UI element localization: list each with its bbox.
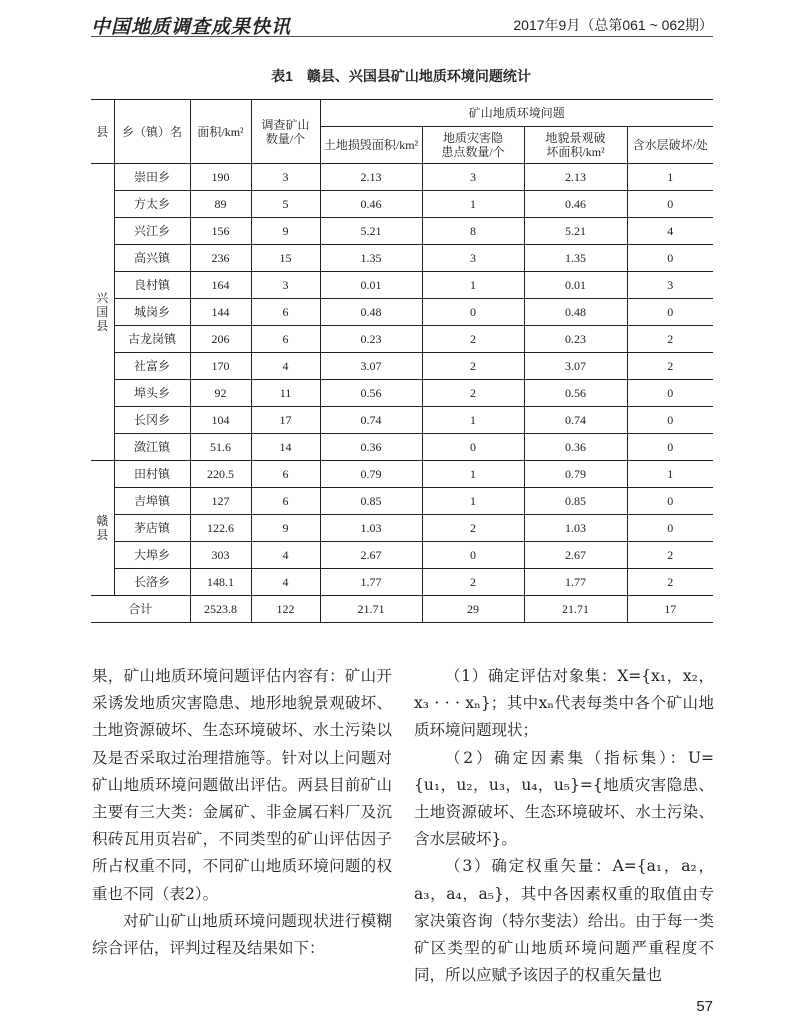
total-landscape: 21.71 <box>524 596 627 623</box>
landscape-value: 1.03 <box>524 515 627 542</box>
total-label: 合计 <box>91 596 190 623</box>
landscape-value: 0.01 <box>524 272 627 299</box>
land-damage-value: 0.36 <box>320 434 422 461</box>
mines-value: 4 <box>251 353 320 380</box>
total-row <box>91 596 713 623</box>
running-header <box>91 12 713 37</box>
aquifer-value: 1 <box>627 164 713 191</box>
mines-value: 6 <box>251 488 320 515</box>
total-mines: 122 <box>251 596 320 623</box>
land-damage-value: 1.35 <box>320 245 422 272</box>
aquifer-value: 0 <box>627 380 713 407</box>
table-row <box>91 380 713 407</box>
header-town: 乡（镇）名 <box>114 100 190 164</box>
land-damage-value: 0.01 <box>320 272 422 299</box>
land-damage-value: 2.13 <box>320 164 422 191</box>
land-damage-value: 0.46 <box>320 191 422 218</box>
land-damage-value: 0.56 <box>320 380 422 407</box>
town-name: 兴江乡 <box>114 218 190 245</box>
town-name: 崇田乡 <box>114 164 190 191</box>
mines-value: 6 <box>251 326 320 353</box>
landscape-value: 0.23 <box>524 326 627 353</box>
land-damage-value: 3.07 <box>320 353 422 380</box>
aquifer-value: 0 <box>627 191 713 218</box>
table-row <box>91 353 713 380</box>
town-name: 社富乡 <box>114 353 190 380</box>
hazard-points-value: 0 <box>422 434 524 461</box>
landscape-value: 5.21 <box>524 218 627 245</box>
aquifer-value: 0 <box>627 434 713 461</box>
area-value: 148.1 <box>190 569 251 596</box>
table-caption: 表1 赣县、兴国县矿山地质环境问题统计 <box>271 68 531 84</box>
journal-title: 中国地质调查成果快讯 <box>91 16 292 38</box>
header-aquifer: 含水层破坏/处 <box>627 127 713 164</box>
area-value: 51.6 <box>190 434 251 461</box>
hazard-points-value: 3 <box>422 245 524 272</box>
mines-value: 6 <box>251 461 320 488</box>
land-damage-value: 0.85 <box>320 488 422 515</box>
total-area: 2523.8 <box>190 596 251 623</box>
aquifer-value: 1 <box>627 461 713 488</box>
land-damage-value: 0.48 <box>320 299 422 326</box>
table-row <box>91 407 713 434</box>
aquifer-value: 4 <box>627 218 713 245</box>
hazard-points-value: 2 <box>422 569 524 596</box>
header-landscape: 地貌景观破坏面积/km² <box>524 127 627 164</box>
mines-value: 17 <box>251 407 320 434</box>
county-name: 赣 县 <box>91 461 114 596</box>
hazard-points-value: 1 <box>422 272 524 299</box>
landscape-value: 0.56 <box>524 380 627 407</box>
table-row <box>91 434 713 461</box>
town-name: 良村镇 <box>114 272 190 299</box>
land-damage-value: 0.23 <box>320 326 422 353</box>
town-name: 城岗乡 <box>114 299 190 326</box>
hazard-points-value: 0 <box>422 542 524 569</box>
landscape-value: 2.13 <box>524 164 627 191</box>
header-county: 县 <box>91 100 114 164</box>
land-damage-value: 2.67 <box>320 542 422 569</box>
hazard-points-value: 2 <box>422 515 524 542</box>
town-name: 高兴镇 <box>114 245 190 272</box>
aquifer-value: 0 <box>627 407 713 434</box>
header-problem-group: 矿山地质环境问题 <box>320 100 713 127</box>
area-value: 164 <box>190 272 251 299</box>
hazard-points-value: 1 <box>422 407 524 434</box>
statistics-table <box>91 99 713 623</box>
area-value: 303 <box>190 542 251 569</box>
aquifer-value: 2 <box>627 353 713 380</box>
mines-value: 14 <box>251 434 320 461</box>
aquifer-value: 3 <box>627 272 713 299</box>
aquifer-value: 0 <box>627 515 713 542</box>
mines-value: 15 <box>251 245 320 272</box>
landscape-value: 0.79 <box>524 461 627 488</box>
town-name: 埠头乡 <box>114 380 190 407</box>
land-damage-value: 5.21 <box>320 218 422 245</box>
land-damage-value: 0.79 <box>320 461 422 488</box>
table-row <box>91 164 713 191</box>
paragraph: 对矿山矿山地质环境问题现状进行模糊综合评估，评判过程及结果如下： <box>92 911 392 958</box>
hazard-points-value: 1 <box>422 461 524 488</box>
town-name: 古龙岗镇 <box>114 326 190 353</box>
header-land-damage: 土地损毁面积/km² <box>320 127 422 164</box>
aquifer-value: 2 <box>627 542 713 569</box>
hazard-points-value: 0 <box>422 299 524 326</box>
town-name: 长洛乡 <box>114 569 190 596</box>
landscape-value: 1.35 <box>524 245 627 272</box>
town-name: 田村镇 <box>114 461 190 488</box>
mines-value: 4 <box>251 569 320 596</box>
body-right-column <box>414 663 714 989</box>
landscape-value: 2.67 <box>524 542 627 569</box>
landscape-value: 0.48 <box>524 299 627 326</box>
area-value: 220.5 <box>190 461 251 488</box>
area-value: 170 <box>190 353 251 380</box>
paragraph: （2）确定因素集（指标集）：U={u₁，u₂，u₃，u₄，u₅}={地质灾害隐患、土地资源破坏、生态环境破坏、水土污染、含水层破坏}。 <box>414 748 714 849</box>
hazard-points-value: 8 <box>422 218 524 245</box>
county-name: 兴 国 县 <box>91 164 114 461</box>
mines-value: 11 <box>251 380 320 407</box>
table-row <box>91 191 713 218</box>
aquifer-value: 0 <box>627 245 713 272</box>
table-row <box>91 461 713 488</box>
landscape-value: 3.07 <box>524 353 627 380</box>
hazard-points-value: 2 <box>422 353 524 380</box>
area-value: 89 <box>190 191 251 218</box>
total-hazard: 29 <box>422 596 524 623</box>
mines-value: 9 <box>251 515 320 542</box>
area-value: 206 <box>190 326 251 353</box>
table-row <box>91 515 713 542</box>
hazard-points-value: 2 <box>422 380 524 407</box>
area-value: 122.6 <box>190 515 251 542</box>
header-mines: 调查矿山数量/个 <box>251 100 320 164</box>
land-damage-value: 1.77 <box>320 569 422 596</box>
area-value: 156 <box>190 218 251 245</box>
total-aquifer: 17 <box>627 596 713 623</box>
land-damage-value: 0.74 <box>320 407 422 434</box>
mines-value: 5 <box>251 191 320 218</box>
paragraph: 果，矿山地质环境问题评估内容有：矿山开采诱发地质灾害隐患、地形地貌景观破坏、土地资源破坏、生态环境破坏、水土污染以及是否采取过治理措施等。针对以上问题对矿山地质环境问题做出评估。两县目前矿山主要有三大类：金属矿、非金属石料厂及沉积砖瓦用页岩矿，不同类型的矿山评估因子所占权重不同，不同矿山地质环境问题的权重也不同（表2）。 <box>92 667 392 903</box>
table-row <box>91 569 713 596</box>
town-name: 方太乡 <box>114 191 190 218</box>
aquifer-value: 0 <box>627 299 713 326</box>
table-row <box>91 272 713 299</box>
town-name: 长冈乡 <box>114 407 190 434</box>
hazard-points-value: 1 <box>422 488 524 515</box>
area-value: 190 <box>190 164 251 191</box>
landscape-value: 0.85 <box>524 488 627 515</box>
town-name: 大埠乡 <box>114 542 190 569</box>
hazard-points-value: 2 <box>422 326 524 353</box>
landscape-value: 1.77 <box>524 569 627 596</box>
landscape-value: 0.46 <box>524 191 627 218</box>
header-area: 面积/km² <box>190 100 251 164</box>
table-row <box>91 326 713 353</box>
table-row <box>91 218 713 245</box>
table-row <box>91 245 713 272</box>
landscape-value: 0.36 <box>524 434 627 461</box>
paragraph: （3）确定权重矢量：A={a₁，a₂，a₃，a₄，a₅}，其中各因素权重的取值由专家决策咨询（特尔斐法）给出。由于每一类矿区类型的矿山地质环境问题严重程度不同，所以应赋予该因子的权重矢量也 <box>414 857 714 985</box>
mines-value: 9 <box>251 218 320 245</box>
table-row <box>91 542 713 569</box>
hazard-points-value: 1 <box>422 191 524 218</box>
page-number: 57 <box>696 998 713 1015</box>
area-value: 144 <box>190 299 251 326</box>
table-row <box>91 299 713 326</box>
town-name: 潋江镇 <box>114 434 190 461</box>
aquifer-value: 2 <box>627 569 713 596</box>
issue-info: 2017年9月（总第061 ~ 062期） <box>513 17 713 33</box>
area-value: 92 <box>190 380 251 407</box>
aquifer-value: 0 <box>627 488 713 515</box>
paragraph: （1）确定评估对象集：X={x₁，x₂，x₃ · · · xₙ}；其中xₙ代表每类中各个矿山地质环境问题现状； <box>414 667 714 740</box>
table-row <box>91 488 713 515</box>
mines-value: 4 <box>251 542 320 569</box>
mines-value: 6 <box>251 299 320 326</box>
town-name: 茅店镇 <box>114 515 190 542</box>
land-damage-value: 1.03 <box>320 515 422 542</box>
body-left-column <box>92 663 392 962</box>
header-hazard-points: 地质灾害隐患点数量/个 <box>422 127 524 164</box>
landscape-value: 0.74 <box>524 407 627 434</box>
area-value: 127 <box>190 488 251 515</box>
total-land: 21.71 <box>320 596 422 623</box>
hazard-points-value: 3 <box>422 164 524 191</box>
mines-value: 3 <box>251 272 320 299</box>
aquifer-value: 2 <box>627 326 713 353</box>
town-name: 吉埠镇 <box>114 488 190 515</box>
mines-value: 3 <box>251 164 320 191</box>
area-value: 236 <box>190 245 251 272</box>
area-value: 104 <box>190 407 251 434</box>
